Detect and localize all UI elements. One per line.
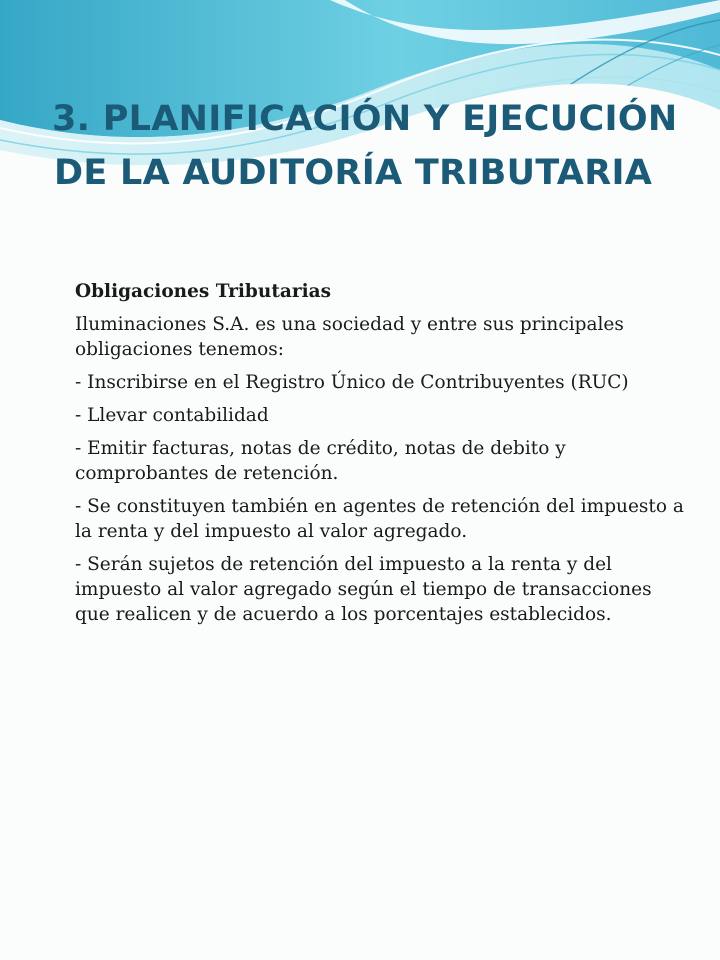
intro-paragraph: Iluminaciones S.A. es una sociedad y entre sus principales obligaciones tenemos:: [75, 314, 624, 360]
list-item: - Llevar contabilidad: [75, 405, 269, 426]
section-heading: Obligaciones Tributarias: [75, 281, 332, 302]
list-item: - Se constituyen también en agentes de retención del impuesto a la renta y del impuesto al valor agregado.: [75, 496, 684, 542]
list-item: - Inscribirse en el Registro Único de Contribuyentes (RUC): [75, 372, 629, 393]
list-item: - Serán sujetos de retención del impuesto a la renta y del impuesto al valor agregado según el tiempo de transacciones que realicen y de acuerdo a los porcentajes establecidos.: [75, 554, 652, 625]
slide-title-line-1: 3. PLANIFICACIÓN Y EJECUCIÓN: [52, 99, 678, 139]
list-item: - Emitir facturas, notas de crédito, notas de debito y comprobantes de retención.: [75, 438, 566, 484]
slide-body: [75, 279, 685, 635]
slide-title: [52, 92, 692, 200]
slide-title-line-2: DE LA AUDITORÍA TRIBUTARIA: [54, 153, 653, 193]
